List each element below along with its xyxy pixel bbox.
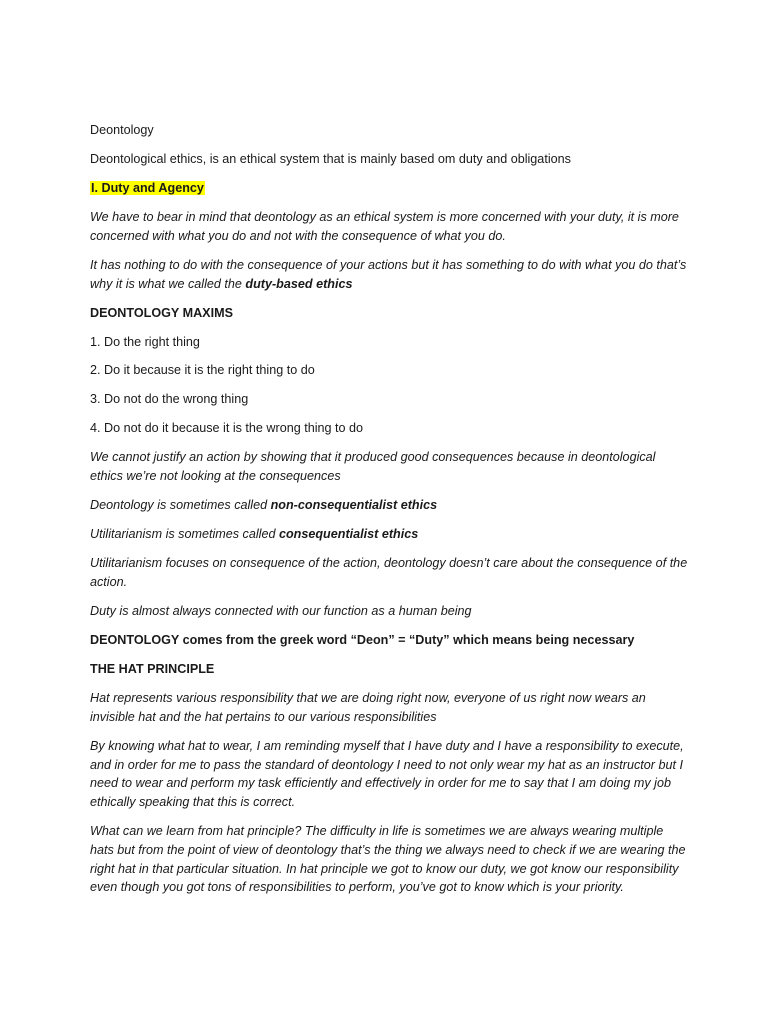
deon-statement: DEONTOLOGY comes from the greek word “Deon” = “Duty” which means being necessary [90, 632, 635, 647]
maxims-heading: DEONTOLOGY MAXIMS [90, 305, 233, 320]
paragraph-bear-in-mind: We have to bear in mind that deontology as an ethical system is more concerned with your duty, it is more concerned with what you do and not with the consequence of what you do. [90, 209, 679, 243]
intro-paragraph: Deontological ethics, is an ethical system that is mainly based om duty and obligations [90, 151, 571, 166]
duty-based-ethics-term: duty-based ethics [245, 276, 353, 291]
paragraph-nothing-to-do-text: It has nothing to do with the consequence of your actions but it has something to do with what you do that’s why it is what we called the [90, 257, 687, 291]
paragraph-utilitarianism-focuses: Utilitarianism focuses on consequence of the action, deontology doesn’t care about the consequence of the action. [90, 556, 688, 589]
paragraph-what-can-we-learn: What can we learn from hat principle? The difficulty in life is sometimes we are always wearing multiple hats but from the point of view of deontology that’s the thing we always need to check if we are wearing the right hat in that particular situation. In hat principle we got to know our duty, we got know our responsibility even though you got tons of responsibilities to perform, you’ve got to know which is your priority. [90, 824, 686, 895]
non-consequentialist-term: non-consequentialist ethics [270, 498, 438, 513]
maxim-item-3: 3. Do not do the wrong thing [90, 392, 249, 407]
paragraph-utilitarianism-called [90, 525, 690, 544]
document-title: Deontology [90, 123, 154, 137]
paragraph-cannot-justify: We cannot justify an action by showing that it produced good consequences because in deontological ethics we’re not looking at the consequences [90, 450, 656, 484]
highlighted-heading: I. Duty and Agency [91, 180, 204, 195]
maxim-item-2: 2. Do it because it is the right thing to do [90, 363, 315, 378]
paragraph-duty-connected: Duty is almost always connected with our function as a human being [90, 603, 472, 618]
section-heading [90, 179, 690, 198]
consequentialist-term: consequentialist ethics [278, 527, 419, 542]
document-page [90, 121, 690, 907]
paragraph-hat-represents: Hat represents various responsibility that we are doing right now, everyone of us right now wears an invisible hat and the hat pertains to our various responsibilities [90, 690, 646, 724]
paragraph-deontology-called [90, 496, 690, 515]
maxim-item-1: 1. Do the right thing [90, 334, 200, 349]
hat-principle-heading: THE HAT PRINCIPLE [90, 661, 215, 676]
paragraph-nothing-to-do [90, 256, 690, 294]
maxim-item-4: 4. Do not do it because it is the wrong thing to do [90, 421, 364, 436]
paragraph-knowing-hat: By knowing what hat to wear, I am reminding myself that I have duty and I have a responsibility to execute, and in order for me to pass the standard of deontology I need to not only wear my hat as an instructor but I need to wear and perform my task efficiently and effectively in order for me to say that I am doing my job ethically speaking that this is correct. [90, 738, 684, 810]
paragraph-deontology-called-text: Deontology is sometimes called [90, 498, 271, 513]
paragraph-utilitarianism-called-text: Utilitarianism is sometimes called [90, 527, 279, 542]
